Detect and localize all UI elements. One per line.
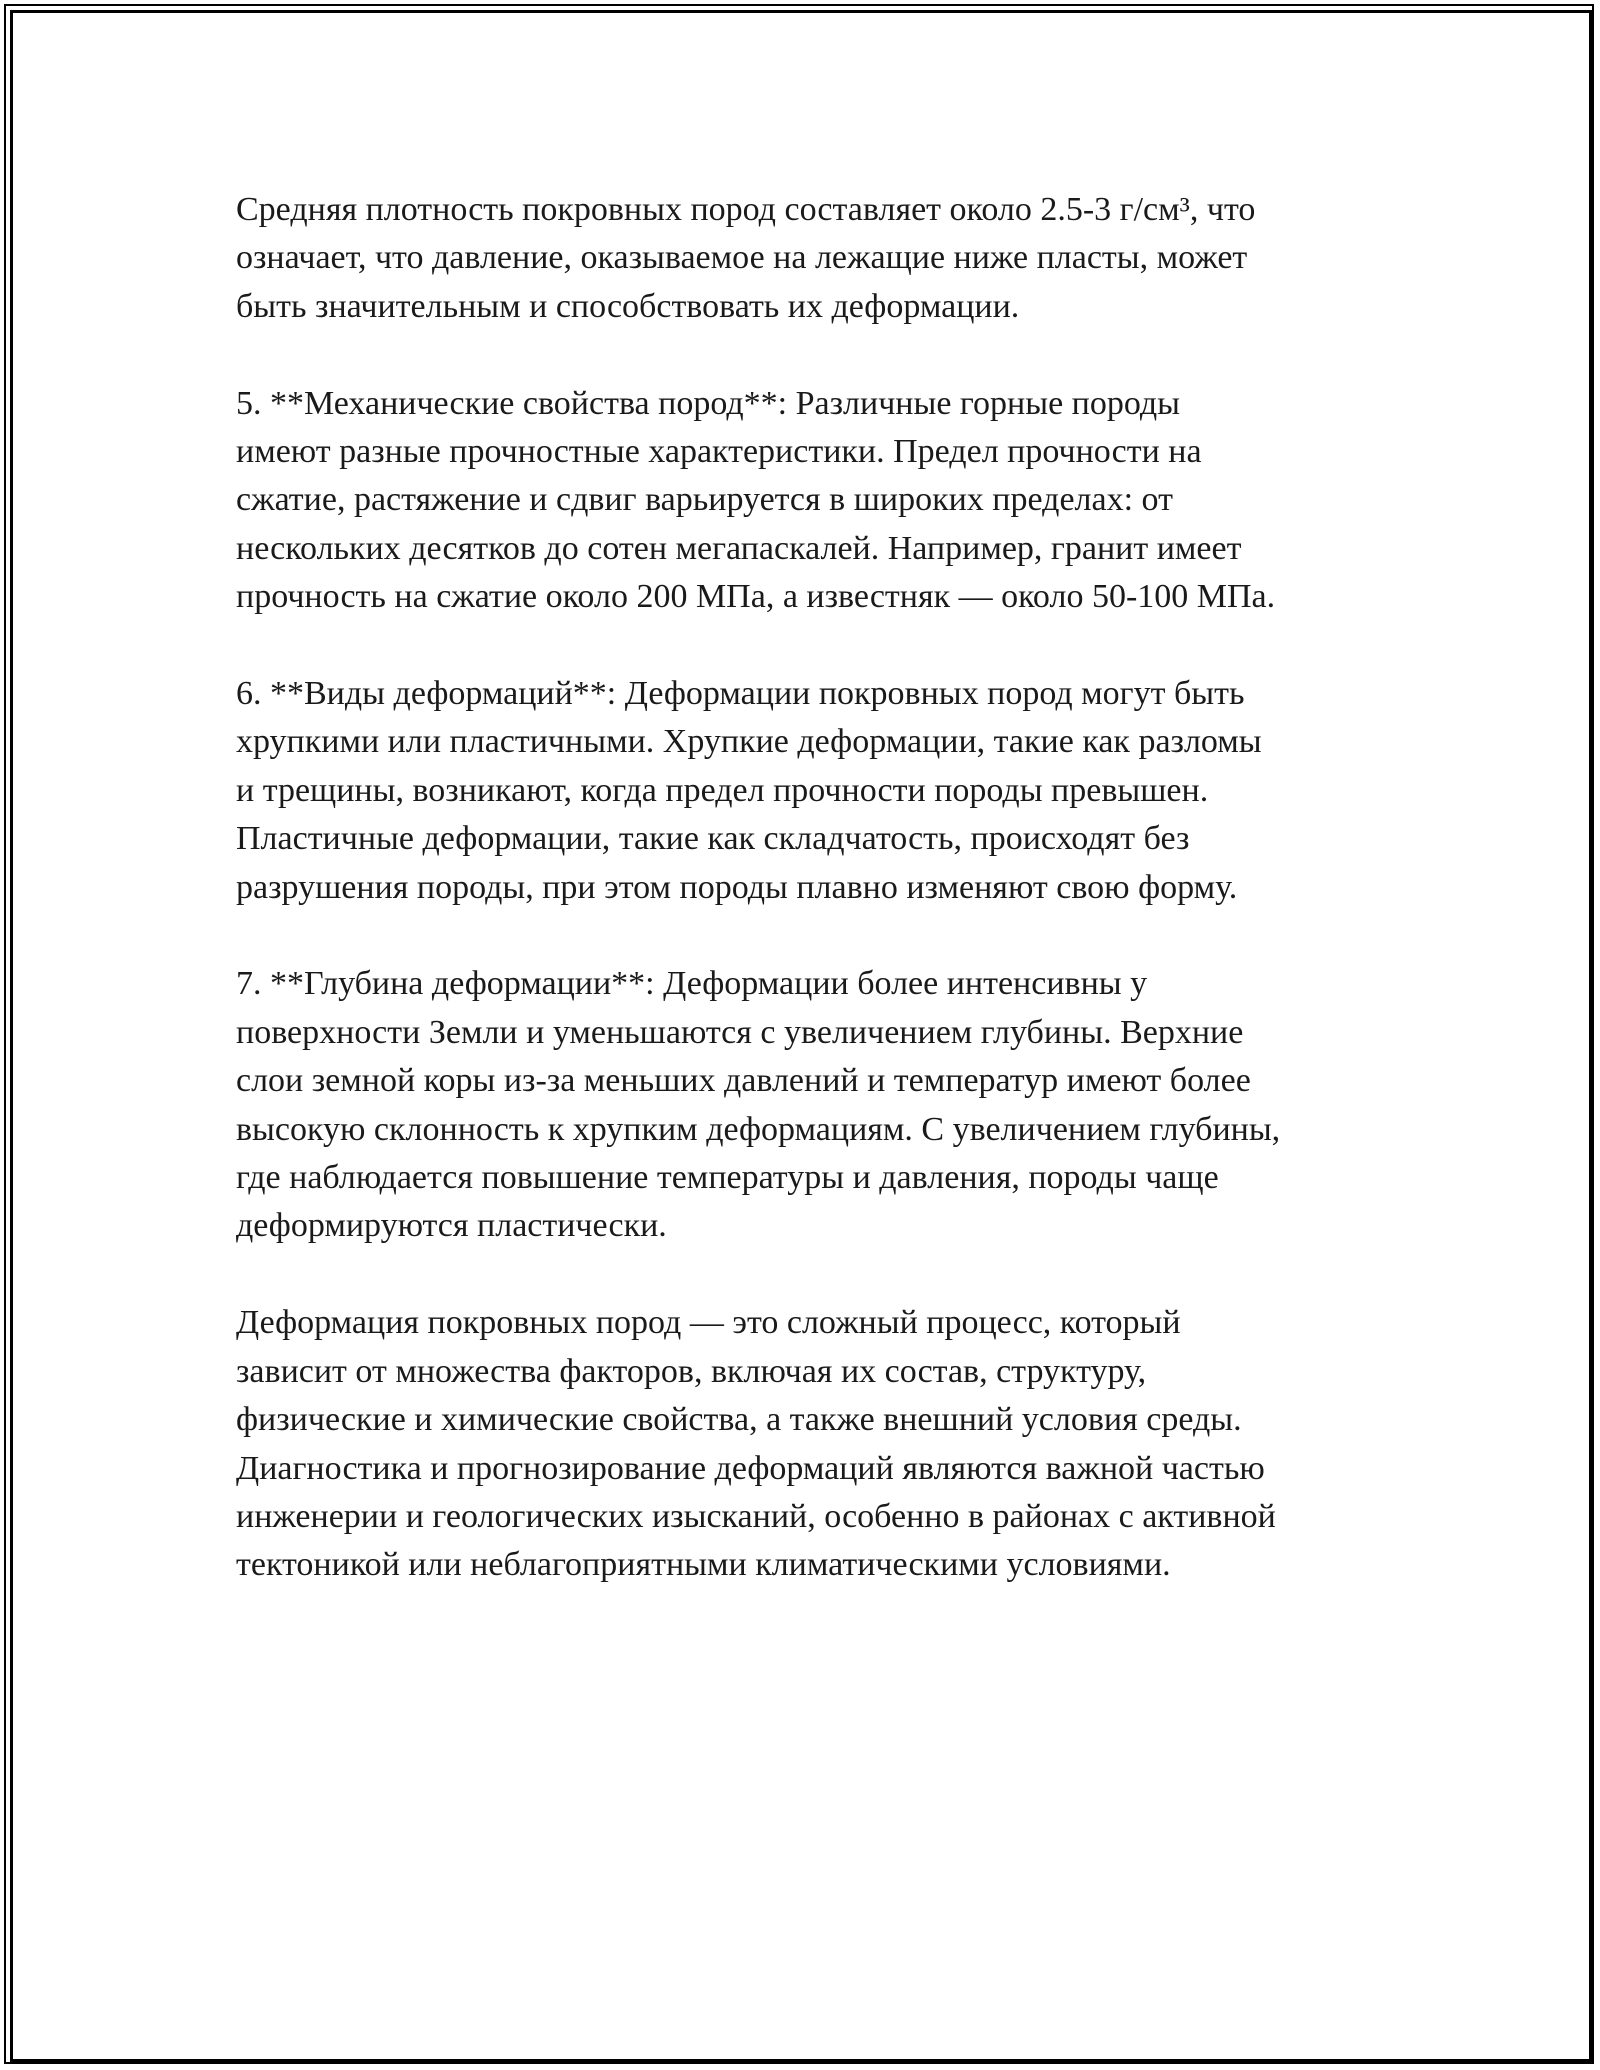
paragraph-mechanical-properties: 5. **Механические свойства пород**: Различные горные породы имеют разные прочностные характеристики. Предел прочности на сжатие, растяжение и сдвиг варьируется в широких пределах: от нескольких десятков до сотен мегапаскалей. Например, гранит имеет прочность на сжатие около 200 МПа, а известняк — около 50-100 МПа. xyxy=(236,384,1276,616)
paragraph-density: Средняя плотность покровных пород составляет около 2.5-3 г/см³, что означает, что давление, оказываемое на лежащие ниже пласты, может быть значительным и способствовать их деформации. xyxy=(236,191,1256,325)
document-body xyxy=(236,186,1386,1638)
paragraph-conclusion: Деформация покровных пород — это сложный процесс, который зависит от множества факторов, включая их состав, структуру, физические и химические свойства, а также внешний условия среды. Диагностика и прогнозирование деформаций являются важной частью инженерии и геологических изысканий, особенно в районах с активной тектоникой или неблагоприятными климатическими условиями. xyxy=(236,1304,1276,1584)
paragraph-deformation-types: 6. **Виды деформаций**: Деформации покровных пород могут быть хрупкими или пластичными. Хрупкие деформации, такие как разломы и трещины, возникают, когда предел прочности породы превышен. Пластичные деформации, такие как складчатость, происходят без разрушения породы, при этом породы плавно изменяют свою форму. xyxy=(236,675,1262,906)
paragraph-deformation-depth: 7. **Глубина деформации**: Деформации более интенсивны у поверхности Земли и уменьшаются с увеличением глубины. Верхние слои земной коры из-за меньших давлений и температур имеют более высокую склонность к хрупким деформациям. С увеличением глубины, где наблюдается повышение температуры и давления, породы чаще деформируются пластически. xyxy=(236,965,1281,1245)
